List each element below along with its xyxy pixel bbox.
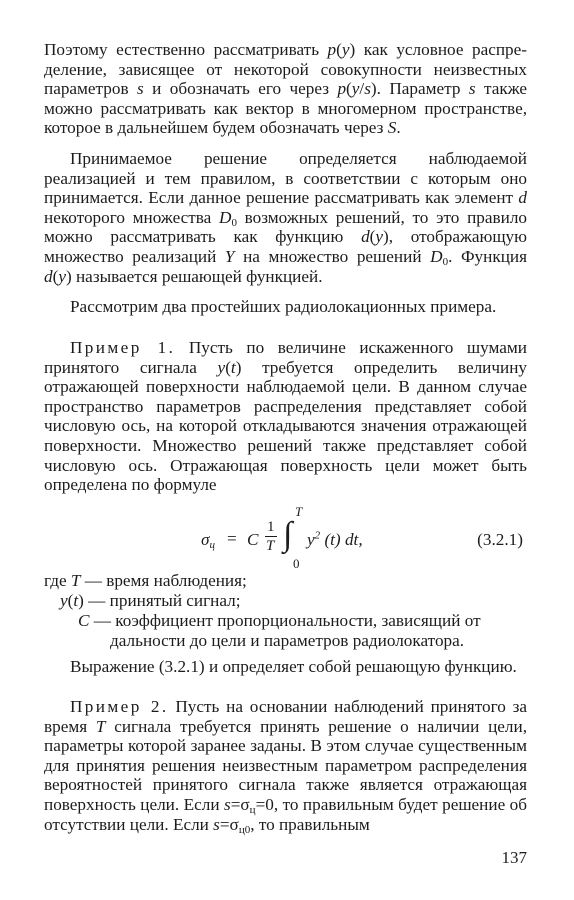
- equation-3-2-1: [44, 500, 527, 572]
- integral-lower-limit: 0: [293, 556, 300, 571]
- paragraph-two-examples: Рассмотрим два простейших радиолокационных примера.: [70, 297, 497, 316]
- equation-expression: [201, 504, 431, 570]
- fraction-numerator: 1: [267, 519, 275, 535]
- page-number: 137: [501, 848, 527, 867]
- definition-y: y(t) — принятый сигнал;: [60, 591, 241, 610]
- fraction-denominator: T: [266, 538, 275, 554]
- equals-sign: =: [227, 529, 237, 548]
- paragraph-conditional-distribution: Поэтому естественно рассматривать p(y) как условное распределение, зависящее от некоторой совокупности неизвестных параметров s и обозначать его через p(y/s). Параметр s также можно рассматривать как вектор в многомерном пространстве, которое в дальнейшем будем обозначать через S.: [44, 40, 527, 138]
- paragraph-example-2: Пример 2. Пусть на основании наблюдений принятого за время T сигнала требуется принять решение о наличии цели, параметры которой заранее заданы. В этом случае существенным для принятия решения неизвестным параметром распределения вероятностей принятого сигнала также является отражающая поверхность цели. Если $s=\sigma_ц=0$, то правильным будет решение об отсутствии цели. Если $s=\sigma_{ц0}$, то правильным: [44, 697, 528, 836]
- coefficient-c: C: [247, 530, 259, 549]
- definition-t: где T — время наблюдения;: [44, 571, 247, 590]
- equation-number: (3.2.1): [477, 530, 523, 549]
- paragraph-example-1: Пример 1. Пусть по величине искаженного шумами принятого сигнала y(t) требуется определить величину отражающей поверхности наблюдаемой цели. В данном случае пространство параметров распределения представляет собой числовую ось, на которой откладываются значения отражающей поверхности. Множество решений также представляет собой числовую ось. Отражающая поверхность цели может быть определена по формуле: [44, 338, 527, 495]
- example-1-label: Пример 1.: [70, 338, 176, 357]
- definition-c: C — коэффициент пропорциональности, зависящий от: [78, 611, 481, 630]
- integral-upper-limit: T: [295, 504, 303, 519]
- definition-c-continued: дальности до цели и параметров радиолокатора.: [110, 631, 465, 650]
- paragraph-expression-defines: Выражение (3.2.1) и определяет собой решающую функцию.: [70, 657, 517, 676]
- integral-sign: ∫: [283, 516, 293, 553]
- sigma-target-symbol: $\sigma_ц$: [201, 530, 215, 551]
- example-2-label: Пример 2.: [70, 697, 169, 716]
- integrand: $y^2$ (t) dt,: [307, 529, 363, 549]
- paragraph-decision-function: Принимаемое решение определяется наблюдаемой реализацией и тем правилом, в соответствии с которым оно принимается. Если данное решение рассматривать как элемент d некоторого множества $D_0$ возможных решений, то это правило можно рассматривать как функцию d(y), отображающую множество реализаций Y на множество решений $D_0$. Функция d(y) называется решающей функцией.: [44, 149, 527, 286]
